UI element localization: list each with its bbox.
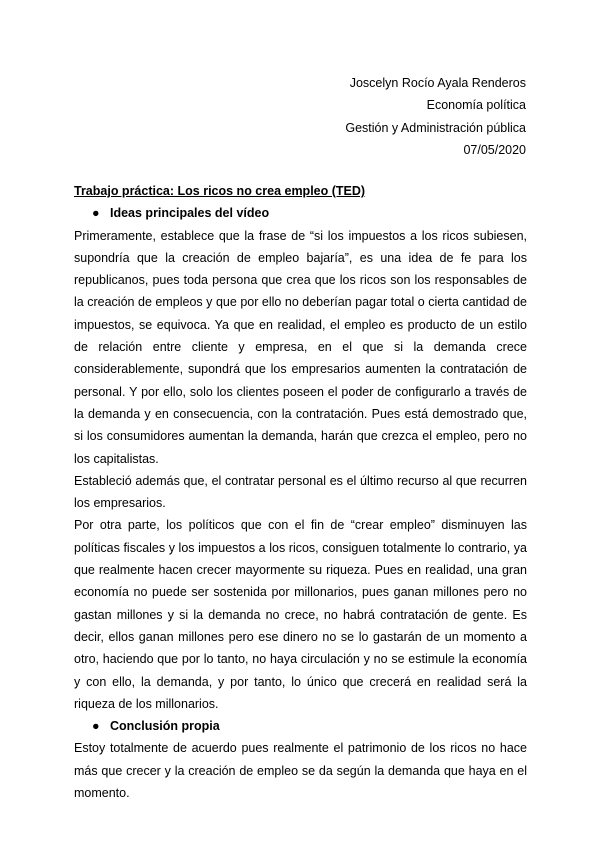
document-date: 07/05/2020 [463,142,526,157]
section-heading-text: Ideas principales del vídeo [110,206,270,221]
paragraph: Primeramente, establece que la frase de “si los impuestos a los ricos subiesen, supondría que la creación de empleo bajaría”, es una idea de fe para los republicanos, pues toda persona que crea que los ricos son los responsables de la creación de empleos y que por ello no deberían pagar total o cierta cantidad de impuestos, se equivoca. Ya que en realidad, el empleo es producto de un estilo de relación entre cliente y empresa, en el que si la demanda crece considerablemente, supondrá que los empresarios aumenten la contratación de personal. Y por ello, solo los clientes poseen el poder de configurarlo a través de la demanda y en consecuencia, con la contratación. Pues está demostrado que, si los consumidores aumentan la demanda, harán que crezca el empleo, pero no los capitalistas. [74,228,527,466]
author-name: Joscelyn Rocío Ayala Renderos [349,76,526,90]
section-heading-conclusion [74,715,527,737]
section-heading-main-ideas [74,202,527,224]
program-name: Gestión y Administración pública [345,120,526,135]
document-title: Trabajo práctica: Los ricos no crea empleo (TED) [74,184,366,198]
bullet-icon: ● [92,719,100,734]
document-body [74,180,527,804]
document-header [345,72,526,161]
subject-name: Economía política [426,98,526,113]
paragraph: Estoy totalmente de acuerdo pues realmente el patrimonio de los ricos no hace más que crecer y la creación de empleo se da según la demanda que haya en el momento. [74,741,527,801]
paragraph: Estableció además que, el contratar personal es el último recurso al que recurren los empresarios. [74,473,527,511]
section-heading-text: Conclusión propia [110,719,220,734]
paragraph: Por otra parte, los políticos que con el fin de “crear empleo” disminuyen las políticas fiscales y los impuestos a los ricos, consiguen totalmente lo contrario, ya que realmente hacen crecer mayormente su riqueza. Pues en realidad, una gran economía no puede ser sostenida por millonarios, pues ganan millones pero no gastan millones y si la demanda no crece, no habrá contratación de gente. Es decir, ellos ganan millones pero ese dinero no se lo gastarán de un momento a otro, haciendo que por lo tanto, no haya circulación y no se estimule la economía y con ello, la demanda, y por tanto, lo único que crecerá en realidad será la riqueza de los millonarios. [74,518,527,711]
bullet-icon: ● [92,206,100,221]
